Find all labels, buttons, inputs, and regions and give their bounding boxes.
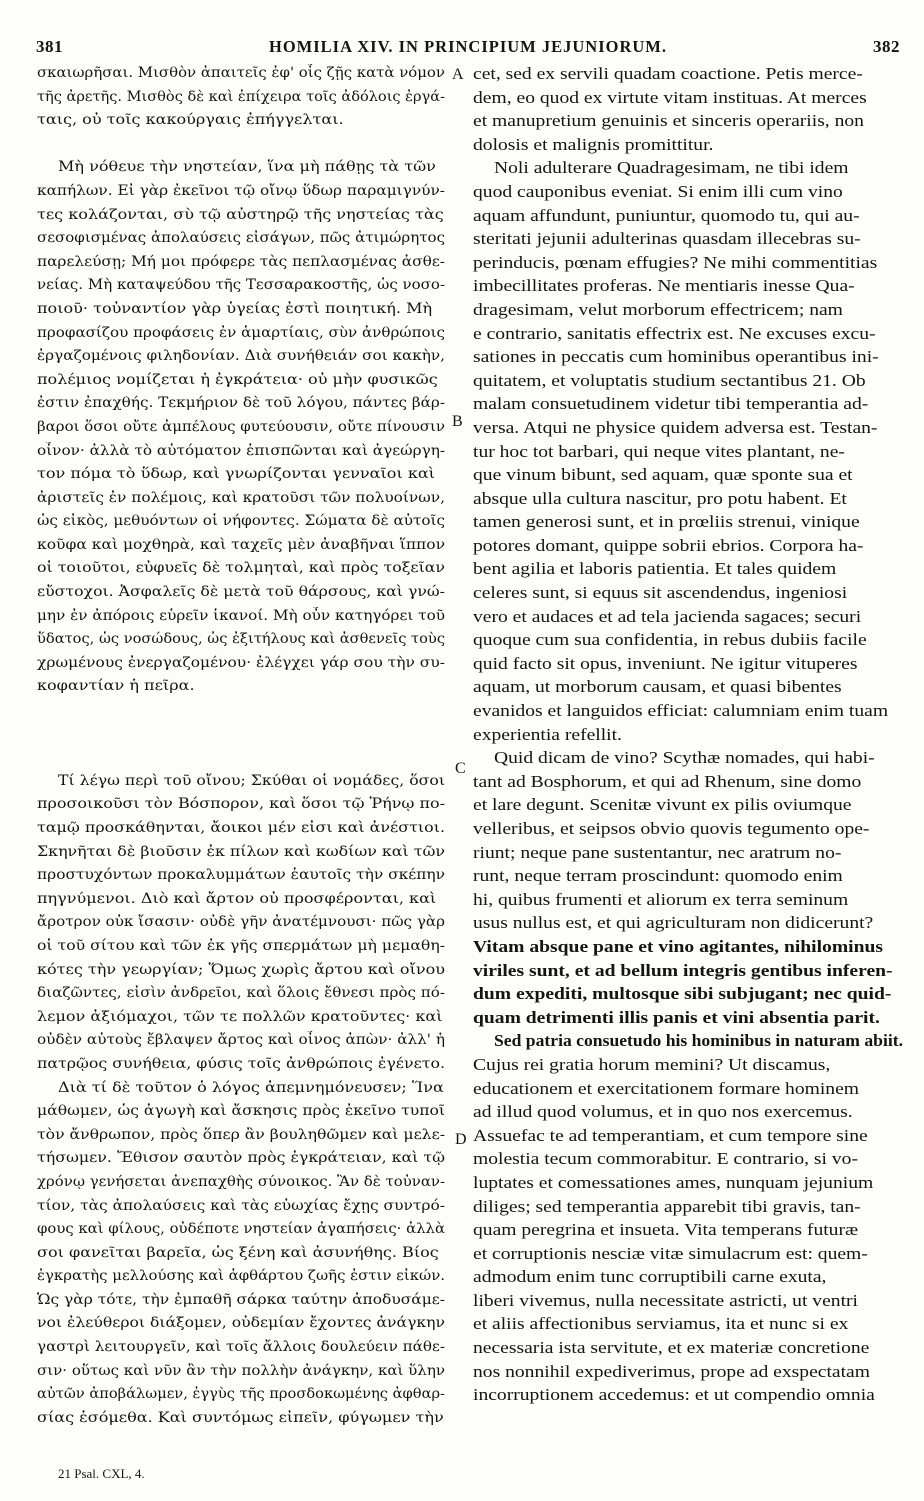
- greek-text-line: προφασίζου προφάσεις ἐν ἁμαρτίαις, σὺν ἀνθρώποις: [37, 324, 445, 341]
- latin-text-line: et lare degunt. Scenitæ vivunt ex pilis oviumque: [473, 795, 852, 815]
- greek-text-line: ὡς εἰκὸς, μεθυόντων οἱ νήφοντες. Σώματα δὲ αὐτοῖς: [37, 513, 446, 530]
- greek-text-line: [37, 723, 445, 747]
- greek-text-line: σκαιωρῆσαι. Μισθὸν ἀπαιτεῖς ἐφ' οἷς ζῇς κατὰ νόμον: [37, 65, 445, 81]
- latin-text-line: potores domant, quippe sobrii ebrios. Corpora ha-: [473, 535, 864, 555]
- latin-text-line: usus nullus est, et qui agriculturam non didicerunt?: [473, 913, 874, 933]
- latin-text-line: dolosis et malignis promittitur.: [473, 134, 714, 154]
- latin-text-line: viriles sunt, et ad bellum integris gentibus inferen-: [473, 960, 893, 980]
- greek-text-line: τὸν ἄνθρωπον, πρὸς ὅπερ ἂν βουληθῶμεν καὶ μελε-: [37, 1126, 445, 1143]
- latin-text-line: et corruptionis nesciæ vitæ simulacrum est: quem-: [473, 1243, 868, 1263]
- latin-text-line: aquam affundunt, puniuntur, quomodo tu, qui au-: [473, 205, 860, 225]
- latin-text-line: necessaria ista servitute, et ex materiæ concretione: [473, 1338, 870, 1358]
- latin-text-line: nos nonnihil expediverimus, prope ad exspectatam: [473, 1361, 870, 1381]
- greek-text-line: ἄροτρον οὐκ ἴσασιν· οὐδὲ γῆν ἀνατέμνουσι· πῶς γὰρ: [37, 914, 446, 931]
- greek-text-line: διαζῶντες, εἰσὶν ἀνδρεῖοι, καὶ ὅλοις ἔθνεσι πρὸς πό-: [37, 985, 446, 1002]
- greek-text-line: τες κολάζονται, σὺ τῷ αὐστηρῷ τῆς νηστείας τὰς: [37, 206, 444, 223]
- latin-text-line: quoque cum sua confidentia, in rebus dubiis facile: [473, 630, 867, 650]
- margin-letter-c: C: [455, 760, 466, 777]
- greek-text-line: τήσωμεν. Ἔθισον σαυτὸν πρὸς ἐγκράτειαν, καὶ τῷ: [37, 1150, 445, 1167]
- greek-text-line: προσοικοῦσι τὸν Βόσπορον, καὶ ὅσοι τῷ Ῥήνῳ πο-: [37, 796, 445, 813]
- running-title: HOMILIA XIV. IN PRINCIPIUM JEJUNIORUM.: [269, 37, 667, 56]
- greek-text-line: γαστρὶ λειτουργεῖν, καὶ τοῖς ἄλλοις δουλεύειν πάθε-: [37, 1339, 446, 1356]
- greek-text-line: αὐτῶν ἀποβάλωμεν, ἐγγὺς τῆς προσδοκωμένης ἀφθαρ-: [37, 1386, 445, 1403]
- greek-text-line: λεμον ἀξιόμαχοι, τῶν τε πολλῶν κρατοῦντες· καὶ: [37, 1008, 443, 1025]
- greek-text-line: [37, 746, 445, 770]
- greek-text-line: [37, 133, 445, 157]
- latin-text-line: quitatem, et voluptatis studium sectantibus 21. Ob: [473, 370, 866, 390]
- latin-text-line: diliges; sed temperantia apparebit tibi gravis, tan-: [473, 1196, 861, 1216]
- latin-text-line: tamen generosi sunt, et in prœliis strenui, vinique: [473, 512, 860, 532]
- latin-text-line: admodum enim tunc corruptibili carne exuta,: [473, 1267, 827, 1287]
- running-header: [36, 34, 900, 60]
- latin-text-line: Cujus rei gratia horum memini? Ut discamus,: [473, 1054, 831, 1074]
- latin-text-line: educationem et exercitationem formare hominem: [473, 1078, 860, 1098]
- latin-text-line: Sed patria consuetudo his hominibus in naturam abiit.: [494, 1031, 904, 1051]
- latin-text-line: Quid dicam de vino? Scythæ nomades, qui habi-: [494, 748, 875, 768]
- greek-text-line: ἐγκρατὴς μελλούσης καὶ ἀφθάρτου ζωῆς ἐστιν εἰκών.: [37, 1268, 445, 1285]
- latin-text-line: molestia tecum commorabitur. E contrario, si vo-: [473, 1149, 858, 1169]
- latin-text-line: perinducis, pœnam effugies? Ne mihi commentitias: [473, 252, 878, 272]
- footnote: 21 Psal. CXL, 4.: [58, 1466, 145, 1481]
- latin-text-line: et aliis affectionibus serviamus, ita et nunc si ex: [473, 1314, 849, 1334]
- page-number-right: 382: [873, 37, 900, 56]
- latin-text-line: runt, neque terram proscindunt: quomodo enim: [473, 866, 843, 886]
- greek-text-line: πηγνύμενοι. Διὸ καὶ ἄρτον οὐ προσφέρονται, καὶ: [37, 890, 437, 907]
- greek-text-line: νοι ἐλεύθεροι διάξομεν, οὐδεμίαν ἔχοντες ἀνάγκην: [37, 1315, 446, 1332]
- latin-text-line: incorruptionem accedemus: et ut compendio omnia: [473, 1385, 875, 1405]
- latin-text-line: vero et audaces et ad tela jacienda sagaces; securi: [473, 606, 862, 626]
- latin-text-line: bent agilia et laboris patientia. Et tales quidem: [473, 559, 837, 579]
- greek-text-line: πατρῷος συνήθεια, φύσις τοῖς ἀνθρώποις ἐγένετο.: [37, 1055, 446, 1072]
- margin-letter-a: A: [452, 66, 464, 83]
- latin-text-line: steritati jejunii adulterinas quasdam illecebras su-: [473, 229, 861, 249]
- latin-text-line: Noli adulterare Quadragesimam, ne tibi idem: [494, 158, 849, 178]
- greek-text-line: ἀριστεῖς ἐν πολέμοις, καὶ κρατοῦσι τῶν πολυοίνων,: [37, 489, 445, 506]
- latin-text-line: dragesimam, velut morborum effectricem; nam: [473, 299, 843, 319]
- latin-text-line: quam detrimenti illis panis et vini absentia parit.: [473, 1007, 880, 1027]
- margin-letter-d: D: [455, 1131, 467, 1148]
- greek-text-line: βαροι ὅσοι οὔτε ἀμπέλους φυτεύουσιν, οὔτε πίνουσιν: [37, 418, 446, 435]
- greek-text-line: ποιοῦ· τοὐναντίον γὰρ ὑγείας ἐστὶ ποιητική. Μὴ: [37, 300, 433, 317]
- latin-text-line: quod cauponibus eveniat. Si enim illi cum vino: [473, 181, 843, 201]
- latin-text-line: aquam, ut morborum causam, et quasi bibentes: [473, 677, 842, 697]
- latin-text-line: quid facto sit opus, inveniunt. Ne igitur vituperes: [473, 653, 858, 673]
- greek-text-line: σοι φανεῖται βαρεῖα, ὡς ξένη καὶ ἀσυνήθης. Βίος: [37, 1244, 439, 1261]
- greek-text-line: σιν· οὕτως καὶ νῦν ἂν τὴν πολλὴν ἀνάγκην, καὶ ὕλην: [37, 1362, 445, 1379]
- latin-text-line: dem, eo quod ex virtute vitam instituas. At merces: [473, 87, 867, 107]
- greek-text-line: ἐστιν ἐπαχθής. Τεκμήριον δὲ τοῦ λόγου, πάντες βάρ-: [37, 395, 446, 412]
- latin-text-line: et manupretium genuinis et sinceris operariis, non: [473, 111, 864, 131]
- latin-text-line: riunt; neque pane sustentantur, nec aratrum no-: [473, 842, 842, 862]
- latin-text-line: que vinum bibunt, sed aquam, quæ sponte sua et: [473, 465, 853, 485]
- latin-text-line: ad illud quod volumus, et in quo nos exercemus.: [473, 1102, 853, 1122]
- greek-text-line: οἶνον· ἀλλὰ τὸ αὐτόματον ἐπισπῶνται καὶ ἀγεώργη-: [37, 442, 445, 459]
- greek-text-line: σεσοφισμένας ἀπολαύσεις εἰσάγων, πῶς ἀτιμώρητος: [37, 230, 445, 247]
- greek-column: [37, 62, 445, 1430]
- greek-text-line: φους καὶ φίλους, οὐδέποτε νηστείαν ἀγαπήσεις· ἀλλὰ: [37, 1221, 445, 1238]
- latin-text-line: e contrario, sanitatis effectrix est. Ne excuses excu-: [473, 323, 876, 343]
- latin-text-line: luptates et comessationes ames, nunquam jejunium: [473, 1172, 874, 1192]
- latin-text-line: hi, quibus frumenti et aliorum ex terra seminum: [473, 889, 849, 909]
- greek-text-line: Σκηνῆται δὲ βιοῦσιν ἐκ πίλων καὶ κωδίων καὶ τῶν: [37, 843, 445, 860]
- latin-text-line: sationes in peccatis cum hominibus operantibus ini-: [473, 347, 879, 367]
- greek-text-line: οἱ τοῦ σίτου καὶ τῶν ἐκ γῆς σπερμάτων μὴ μεμαθη-: [37, 937, 446, 954]
- latin-text-line: liberi vivemus, nulla necessitate astricti, ut ventri: [473, 1290, 858, 1310]
- latin-text-line: dum expediti, multosque sibi subjugant; nec quid-: [473, 984, 892, 1004]
- latin-text-line: imbecillitates proferas. Ne mentiaris inesse Qua-: [473, 276, 855, 296]
- latin-text-line: absque ulla cultura nascitur, pro potu habent. Et: [473, 488, 847, 508]
- greek-text-line: ταμῷ προσκάθηνται, ἄοικοι μέν εἰσι καὶ ἀνέστιοι.: [37, 820, 446, 836]
- latin-text-line: celeres sunt, si equus sit ascendendus, ingeniosi: [473, 583, 848, 603]
- greek-text-line: οὐδὲν αὐτοὺς ἔβλαψεν ἄρτος καὶ οἶνος ἀπὼν· ἀλλ' ἡ: [37, 1032, 445, 1049]
- greek-text-line: ὕδατος, ὡς νοσώδους, ὡς ἐξιτήλους καὶ ἀσθενεῖς τοὺς: [37, 631, 446, 648]
- greek-text-line: [37, 699, 445, 723]
- greek-text-line: Ὡς γὰρ τότε, τὴν ἐμπαθῆ σάρκα ταύτην ἀποδυσάμε-: [37, 1291, 446, 1308]
- greek-text-line: νείας. Μὴ καταψεύδου τῆς Τεσσαρακοστῆς, ὡς νοσο-: [37, 277, 446, 294]
- greek-text-line: Μὴ νόθευε τὴν νηστείαν, ἵνα μὴ πάθῃς τὰ τῶν: [58, 159, 436, 176]
- greek-text-line: πολέμιος νομίζεται ἡ ἐγκράτεια· οὐ μὴν φυσικῶς: [37, 371, 438, 388]
- greek-text-line: τῆς ἀρετῆς. Μισθὸς δὲ καὶ ἐπίχειρα τοῖς ἀδόλοις ἐργά-: [37, 88, 445, 105]
- greek-text-line: ἐργαζομένοις φιληδονίαν. Διὰ συνήθειάν σοι κακὴν,: [37, 348, 446, 365]
- greek-text-line: προστυχόντων προκαλυμμάτων ἑαυτοῖς τὴν σκέπην: [37, 867, 445, 884]
- latin-text-line: cet, sed ex servili quadam coactione. Petis merce-: [473, 64, 863, 83]
- greek-text-line: εὔστοχοι. Ἀσφαλεῖς δὲ μετὰ τοῦ θάρσους, καὶ γνώ-: [37, 584, 446, 601]
- latin-text-line: experientia refellit.: [473, 724, 622, 744]
- greek-text-line: Διὰ τί δὲ τοῦτον ὁ λόγος ἀπεμνημόνευσεν; Ἵνα: [58, 1079, 444, 1096]
- latin-text-line: velleribus, et seipsos obvio quovis tegumento ope-: [473, 819, 870, 838]
- greek-text-line: κοφαντίαν ἡ πεῖρα.: [37, 678, 195, 695]
- greek-text-line: μάθωμεν, ὡς ἀγωγὴ καὶ ἄσκησις πρὸς ἐκεῖνο τυποῖ: [37, 1103, 446, 1120]
- greek-text-line: παρελεύσῃ; Μή μοι πρόφερε τὰς πεπλασμένας ἀσθε-: [37, 253, 446, 270]
- latin-text-line: Vitam absque pane et vino agitantes, nihilominus: [473, 936, 883, 956]
- greek-text-line: μην ἐν ἀπόροις εὑρεῖν ἱκανοί. Μὴ οὖν κατηγόρει τοῦ: [37, 607, 446, 624]
- latin-column: [473, 62, 903, 1407]
- greek-text-line: χρόνῳ γενήσεται ἀνεπαχθὴς σύνοικος. Ἂν δὲ τοὐναν-: [37, 1173, 445, 1190]
- greek-text-line: τον πόμα τὸ ὕδωρ, καὶ γνωρίζονται γενναῖοι καὶ: [37, 466, 435, 483]
- latin-text-line: Assuefac te ad temperantiam, et cum tempore sine: [473, 1125, 868, 1145]
- latin-text-line: tant ad Bosphorum, et qui ad Rhenum, sine domo: [473, 771, 862, 791]
- greek-text-line: χρωμένους ἐνεργαζομένου· ἐλέγχει γάρ σου τὴν συ-: [37, 654, 445, 671]
- latin-text-line: versa. Atqui ne physice quidem adversa est. Testan-: [473, 417, 878, 437]
- greek-text-line: ταις, οὐ τοῖς κακούργαις ἐπήγγελται.: [37, 112, 344, 129]
- greek-text-line: οἱ τοιοῦτοι, εὐφυεῖς δὲ τολμηταὶ, καὶ πρὸς τοξεῖαν: [37, 560, 446, 577]
- greek-text-line: σίας ἐσόμεθα. Καὶ συντόμως εἰπεῖν, φύγωμεν τὴν: [37, 1409, 444, 1426]
- greek-text-line: τίον, τὰς ἀπολαύσεις καὶ τὰς εὐωχίας ἔχῃς συντρό-: [37, 1197, 445, 1214]
- latin-text-line: tur hoc tot barbari, qui neque vites plantant, ne-: [473, 441, 845, 461]
- latin-text-line: evanidos et languidos efficiat: calumniam enim tuam: [473, 701, 889, 721]
- greek-text-line: κοῦφα καὶ μοχθηρὰ, καὶ ταχεῖς μὲν ἀναβῆναι ἵππον: [37, 536, 446, 553]
- latin-text-line: malam consuetudinem videtur tibi temperantia ad-: [473, 394, 869, 414]
- page-number-left: 381: [36, 37, 63, 56]
- latin-text-line: quam peregrina et insueta. Vita temperans futuræ: [473, 1220, 859, 1240]
- greek-text-line: καπήλων. Εἰ γὰρ ἐκεῖνοι τῷ οἴνῳ ὕδωρ παραμιγνύν-: [37, 182, 446, 199]
- greek-text-line: Τί λέγω περὶ τοῦ οἴνου; Σκύθαι οἱ νομάδες, ὅσοι: [58, 772, 445, 789]
- greek-text-line: κότες τὴν γεωργίαν; Ὅμως χωρὶς ἄρτου καὶ οἴνου: [37, 961, 446, 978]
- margin-letter-b: B: [452, 413, 463, 430]
